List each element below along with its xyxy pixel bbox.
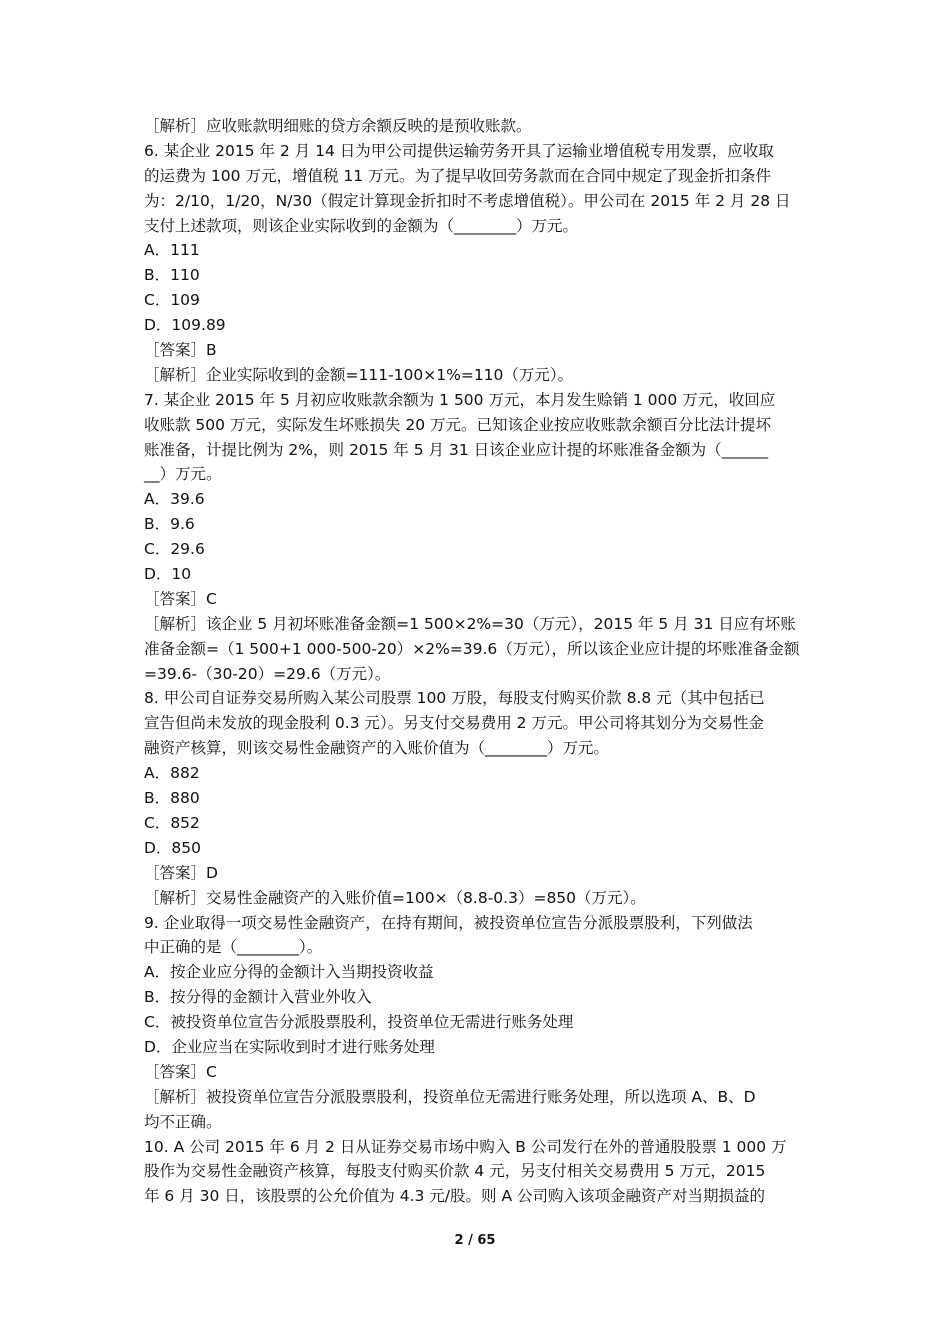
text-line: A．111 [144, 241, 200, 260]
text-line: 为：2/10，1/20，N/30（假定计算现金折扣时不考虑增值税）。甲公司在 2015 年 2 月 28 日 [144, 191, 791, 210]
text-line: ［解析］企业实际收到的金额=111-100×1%=110（万元）。 [144, 365, 574, 384]
text-line: ［解析］该企业 5 月初坏账准备金额=1 500×2%=30（万元），2015 年 5 月 31 日应有坏账 [144, 614, 796, 633]
text-line: 年 6 月 30 日，该股票的公允价值为 4.3 元/股。则 A 公司购入该项金融资产对当期损益的 [144, 1187, 765, 1206]
text-line: 准备金额=（1 500+1 000-500-20）×2%=39.6（万元），所以该企业应计提的坏账准备金额 [144, 639, 800, 658]
text-line: ［答案］C [144, 589, 217, 608]
text-line: D．10 [144, 565, 192, 584]
text-line: =39.6-（30-20）=29.6（万元）。 [144, 664, 391, 683]
text-line: B．按分得的金额计入营业外收入 [144, 988, 372, 1007]
text-line: D．109.89 [144, 316, 226, 335]
text-line: ［答案］C [144, 1062, 217, 1081]
text-line: D．企业应当在实际收到时才进行账务处理 [144, 1037, 435, 1056]
text-line: 10. A 公司 2015 年 6 月 2 日从证券交易市场中购入 B 公司发行在外的普通股股票 1 000 万 [144, 1137, 787, 1156]
text-line: 账准备，计提比例为 2%，则 2015 年 5 月 31 日该企业应计提的坏账准备金额为（______ [144, 440, 769, 459]
text-line: 支付上述款项，则该企业实际收到的金额为（________）万元。 [144, 216, 579, 235]
text-line: ［答案］B [144, 341, 217, 360]
text-line: C．被投资单位宣告分派股票股利，投资单位无需进行账务处理 [144, 1013, 574, 1032]
text-line: 9. 企业取得一项交易性金融资产，在持有期间，被投资单位宣告分派股票股利，下列做法 [144, 913, 753, 932]
text-line: 股作为交易性金融资产核算，每股支付购买价款 4 元，另支付相关交易费用 5 万元，2015 [144, 1162, 766, 1181]
text-line: 融资产核算，则该交易性金融资产的入账价值为（________）万元。 [144, 739, 610, 758]
text-line: ［解析］交易性金融资产的入账价值=100×（8.8-0.3）=850（万元）。 [144, 888, 646, 907]
text-line: C．29.6 [144, 540, 205, 559]
text-line: 的运费为 100 万元，增值税 11 万元。为了提早收回劳务款而在合同中规定了现金折扣条件 [144, 166, 772, 185]
text-line: __）万元。 [144, 465, 222, 484]
text-line: 7. 某企业 2015 年 5 月初应收账款余额为 1 500 万元，本月发生赊销 1 000 万元，收回应 [144, 390, 776, 409]
text-line: B．880 [144, 789, 200, 808]
text-line: A．39.6 [144, 490, 205, 509]
text-line: D．850 [144, 838, 202, 857]
text-line: 6. 某企业 2015 年 2 月 14 日为甲公司提供运输劳务开具了运输业增值税专用发票，应收取 [144, 141, 774, 160]
text-line: C．852 [144, 813, 200, 832]
text-line: 8. 甲公司自证券交易所购入某公司股票 100 万股，每股支付购买价款 8.8 元（其中包括已 [144, 689, 765, 708]
text-line: B．110 [144, 266, 200, 285]
text-line: ［解析］被投资单位宣告分派股票股利，投资单位无需进行账务处理，所以选项 A、B、D [144, 1087, 756, 1106]
document-body [144, 114, 810, 1209]
text-line: C．109 [144, 291, 200, 310]
page-number: 2 / 65 [454, 1233, 496, 1248]
text-line: 宣告但尚未发放的现金股利 0.3 元）。另支付交易费用 2 万元。甲公司将其划分为交易性金 [144, 714, 764, 733]
text-line: A．按企业应分得的金额计入当期投资收益 [144, 963, 434, 982]
text-line: B．9.6 [144, 515, 195, 534]
text-line: 收账款 500 万元，实际发生坏账损失 20 万元。已知该企业按应收账款余额百分比法计提坏 [144, 415, 772, 434]
text-line: 中正确的是（________）。 [144, 938, 323, 957]
text-line: A．882 [144, 764, 200, 783]
text-line: ［解析］应收账款明细账的贷方余额反映的是预收账款。 [144, 117, 532, 135]
text-line: ［答案］D [144, 863, 218, 882]
text-line: 均不正确。 [144, 1112, 222, 1131]
